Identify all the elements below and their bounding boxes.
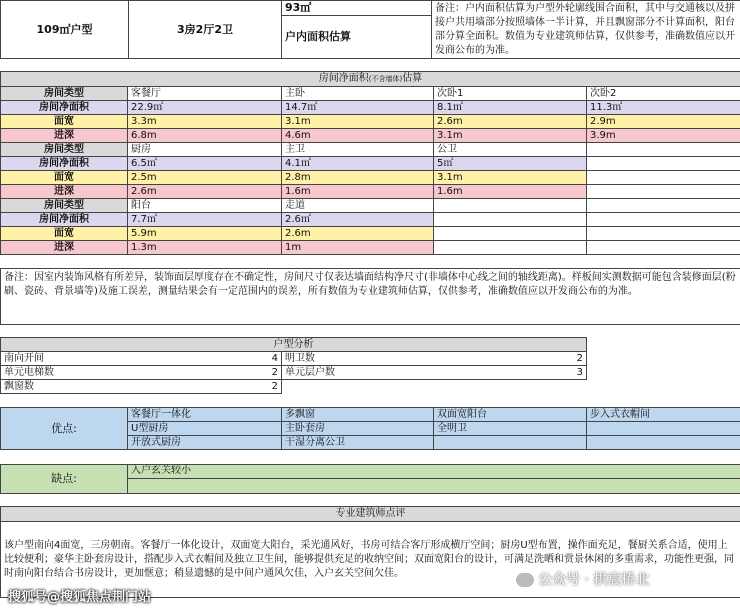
room-type-row-cell: 走道 bbox=[282, 199, 434, 213]
room-depth-row bbox=[1, 129, 740, 143]
analysis-row bbox=[1, 352, 587, 366]
room-width-row bbox=[1, 115, 740, 129]
wechat-icon bbox=[516, 573, 534, 587]
room-type-row-label: 房间类型 bbox=[1, 199, 128, 213]
room-type-row bbox=[1, 143, 740, 157]
room-area-row-label: 房间净面积 bbox=[1, 213, 128, 227]
analysis-value: 2 bbox=[576, 352, 583, 364]
unit-layout: 3房2厅2卫 bbox=[129, 1, 282, 59]
pros-item: 客餐厅一体化 bbox=[128, 408, 282, 422]
analysis-label: 飘窗数 bbox=[4, 380, 34, 392]
room-area-table bbox=[0, 71, 740, 325]
analysis-label: 明卫数 bbox=[285, 352, 315, 364]
room-type-row-cell: 厨房 bbox=[128, 143, 282, 157]
area-label: 户内面积估算 bbox=[282, 16, 432, 59]
room-width-row-cell bbox=[587, 227, 740, 241]
room-area-row-cell bbox=[587, 157, 740, 171]
watermark-right bbox=[516, 569, 649, 589]
room-area-note: 备注：因室内装饰风格有所差异，装饰面层厚度存在不确定性，房间尺寸仅表达墙面结构净尺寸(非墙体中心线之间的轴线距离)。样板间实测数据可能包含装修面层(粉刷、瓷砖、背景墙等)及施工误差，测量结果会有一定范围内的误差，所有数值为专业建筑师估算，仅供参考，准确数值应以开发商公布的为准。 bbox=[1, 269, 740, 325]
room-depth-row-cell bbox=[587, 185, 740, 199]
watermark-right-text: 公众号 · 拱宸桥北 bbox=[538, 572, 650, 588]
room-type-row-cell: 主卧 bbox=[282, 87, 434, 101]
pros-item: 干湿分离公卫 bbox=[282, 436, 434, 450]
pros-item bbox=[587, 422, 740, 436]
room-width-row-cell bbox=[587, 171, 740, 185]
unit-area: 93㎡ bbox=[282, 1, 432, 16]
room-width-row-cell bbox=[434, 227, 587, 241]
room-depth-row-cell: 3.1m bbox=[434, 129, 587, 143]
room-width-row-cell: 2.5m bbox=[128, 171, 282, 185]
analysis-cell bbox=[1, 380, 282, 394]
room-type-row bbox=[1, 199, 740, 213]
room-width-row-label: 面宽 bbox=[1, 115, 128, 129]
room-area-title-suffix: 估算 bbox=[402, 73, 423, 84]
room-area-title bbox=[1, 72, 740, 87]
room-type-row-label: 房间类型 bbox=[1, 87, 128, 101]
room-area-row-cell: 11.3㎡ bbox=[587, 101, 740, 115]
room-area-row bbox=[1, 101, 740, 115]
analysis-row bbox=[1, 380, 587, 394]
room-width-row-label: 面宽 bbox=[1, 227, 128, 241]
room-width-row-cell: 2.9m bbox=[587, 115, 740, 129]
pros-item: 双面宽阳台 bbox=[434, 408, 587, 422]
unit-type: 109㎡户型 bbox=[1, 1, 129, 59]
room-depth-row-cell: 2.6m bbox=[128, 185, 282, 199]
pros-item: 步入式衣帽间 bbox=[587, 408, 740, 422]
room-area-row-cell: 8.1㎡ bbox=[434, 101, 587, 115]
room-depth-row-cell: 1.3m bbox=[128, 241, 282, 255]
room-depth-row-cell: 6.8m bbox=[128, 129, 282, 143]
room-area-row-cell: 14.7㎡ bbox=[282, 101, 434, 115]
pros-row bbox=[1, 408, 740, 422]
review-text: 该户型南向4面宽，三房朝南。客餐厅一体化设计，双面宽大阳台，采光通风好，书房可结合客厅形成横厅空间；厨房U型布置，操作面充足，餐厨关系合适，使用上比较便利；豪华主卧套房设计，搭配步入式衣帽间及独立卫生间，能够提供充足的收纳空间；双面宽阳台的设计，可满足洗晒和赏景休闲的多重需求，功能性更强，同时南向阳台结合书房设计，更加惬意；稍显遗憾的是中间户通风欠佳，入户玄关空间欠佳。 bbox=[1, 522, 740, 598]
room-type-row-cell: 次卧2 bbox=[587, 87, 740, 101]
room-depth-row-label: 进深 bbox=[1, 129, 128, 143]
room-area-row-cell: 5㎡ bbox=[434, 157, 587, 171]
room-depth-row-cell: 1m bbox=[282, 241, 434, 255]
analysis-value: 3 bbox=[576, 366, 583, 378]
analysis-cell bbox=[1, 366, 282, 380]
room-area-row-cell bbox=[434, 213, 587, 227]
room-depth-row bbox=[1, 241, 740, 255]
room-area-row-cell bbox=[587, 213, 740, 227]
pros-item: U型厨房 bbox=[128, 422, 282, 436]
analysis-body bbox=[1, 352, 587, 394]
room-area-row-label: 房间净面积 bbox=[1, 101, 128, 115]
room-width-row-cell: 3.3m bbox=[128, 115, 282, 129]
room-area-row-label: 房间净面积 bbox=[1, 157, 128, 171]
pros-item: 主卧套房 bbox=[282, 422, 434, 436]
room-depth-row-cell: 1.6m bbox=[434, 185, 587, 199]
analysis-cell bbox=[282, 366, 587, 380]
room-depth-row-cell: 4.6m bbox=[282, 129, 434, 143]
cons-label: 缺点: bbox=[1, 465, 128, 494]
analysis-value: 4 bbox=[271, 352, 278, 364]
header-table bbox=[0, 0, 740, 59]
room-width-row-cell: 2.6m bbox=[282, 227, 434, 241]
room-area-row-cell: 7.7㎡ bbox=[128, 213, 282, 227]
analysis-cell bbox=[1, 352, 282, 366]
pros-item: 多飘窗 bbox=[282, 408, 434, 422]
room-type-row-cell bbox=[434, 199, 587, 213]
room-area-row bbox=[1, 213, 740, 227]
room-depth-row-cell bbox=[434, 241, 587, 255]
room-area-title-text: 房间净面积 bbox=[318, 73, 369, 84]
analysis-cell bbox=[282, 352, 587, 366]
analysis-cell bbox=[282, 380, 587, 394]
room-width-row bbox=[1, 227, 740, 241]
room-type-row-cell bbox=[587, 143, 740, 157]
analysis-value: 2 bbox=[271, 366, 278, 378]
analysis-table bbox=[0, 337, 587, 394]
analysis-title: 户型分析 bbox=[1, 338, 587, 352]
room-type-row-cell: 客餐厅 bbox=[128, 87, 282, 101]
pros-table bbox=[0, 407, 740, 450]
room-width-row bbox=[1, 171, 740, 185]
pros-item: 开放式厨房 bbox=[128, 436, 282, 450]
room-area-title-note: (不含墙体) bbox=[368, 75, 403, 83]
room-area-row-cell: 22.9㎡ bbox=[128, 101, 282, 115]
pros-body bbox=[1, 408, 740, 450]
room-area-row bbox=[1, 157, 740, 171]
analysis-label: 南向开间 bbox=[4, 352, 44, 364]
pros-label: 优点: bbox=[1, 408, 128, 450]
room-depth-row-cell: 3.9m bbox=[587, 129, 740, 143]
review-title: 专业建筑师点评 bbox=[1, 507, 740, 522]
room-type-row-cell bbox=[587, 199, 740, 213]
room-area-row-cell: 2.6㎡ bbox=[282, 213, 434, 227]
room-depth-row-cell: 1.6m bbox=[282, 185, 434, 199]
cons-table bbox=[0, 464, 740, 494]
room-depth-row bbox=[1, 185, 740, 199]
room-width-row-cell: 2.8m bbox=[282, 171, 434, 185]
analysis-label: 单元层户数 bbox=[285, 366, 335, 378]
room-type-row-cell: 次卧1 bbox=[434, 87, 587, 101]
analysis-value: 2 bbox=[271, 380, 278, 392]
pros-item bbox=[434, 436, 587, 450]
watermark-left: 搜狐号@搜狐焦点荆门站 bbox=[8, 590, 152, 605]
analysis-row bbox=[1, 366, 587, 380]
pros-item: 全明卫 bbox=[434, 422, 587, 436]
cons-item: 入户玄关较小 bbox=[128, 465, 740, 479]
room-width-row-cell: 5.9m bbox=[128, 227, 282, 241]
room-width-row-cell: 3.1m bbox=[282, 115, 434, 129]
pros-item bbox=[587, 436, 740, 450]
room-width-row-cell: 2.6m bbox=[434, 115, 587, 129]
room-type-row-cell: 公卫 bbox=[434, 143, 587, 157]
header-note: 备注：户内面积估算为户型外轮廓线围合面积，其中与交通核以及拼接户共用墙部分按照墙体一半计算，并且飘窗部分不计算面积，阳台部分算全面积。数值为专业建筑师估算，仅供参考，准确数值应以开发商公布的为准。 bbox=[432, 1, 740, 59]
room-width-row-label: 面宽 bbox=[1, 171, 128, 185]
room-type-row-cell: 阳台 bbox=[128, 199, 282, 213]
room-depth-row-cell bbox=[587, 241, 740, 255]
room-type-row-label: 房间类型 bbox=[1, 143, 128, 157]
analysis-label: 单元电梯数 bbox=[4, 366, 54, 378]
room-area-row-cell: 6.5㎡ bbox=[128, 157, 282, 171]
room-area-row-cell: 4.1㎡ bbox=[282, 157, 434, 171]
room-width-row-cell: 3.1m bbox=[434, 171, 587, 185]
room-type-row-cell: 主卫 bbox=[282, 143, 434, 157]
room-area-body bbox=[1, 87, 740, 255]
room-type-row bbox=[1, 87, 740, 101]
room-depth-row-label: 进深 bbox=[1, 185, 128, 199]
room-depth-row-label: 进深 bbox=[1, 241, 128, 255]
